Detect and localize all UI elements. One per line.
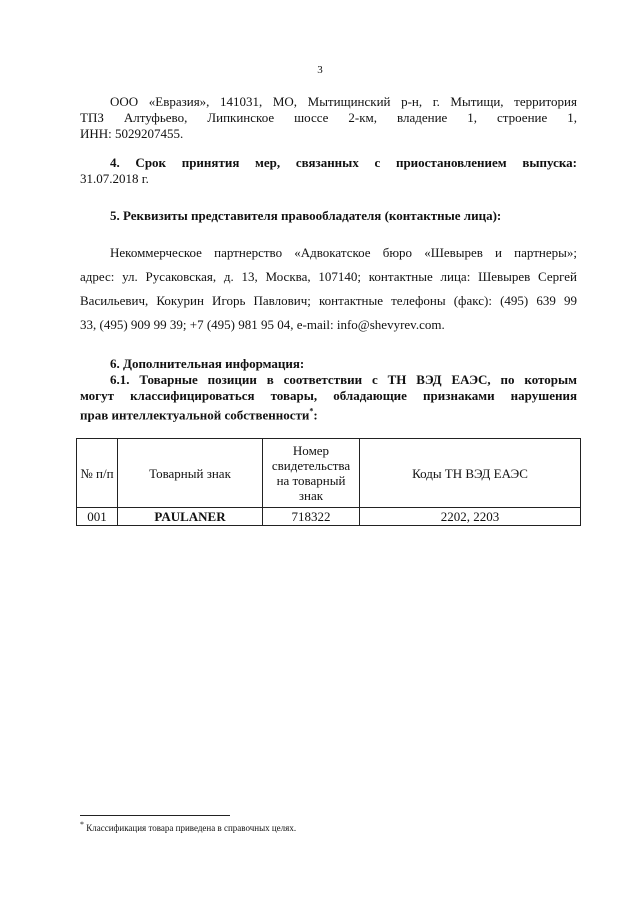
representative-details: [80, 241, 577, 337]
rep-line-1: Некоммерческое партнерство «Адвокатское бюро «Шевырев и партнеры»;: [110, 245, 577, 260]
cell-cert: 718322: [263, 508, 360, 526]
term-date: 31.07.2018 г.: [80, 171, 149, 186]
sub-line-1: 6.1. Товарные позиции в соответствии с ТН ВЭД ЕАЭС, по которым: [110, 372, 577, 387]
sub-footnote-mark: *: [309, 407, 314, 416]
header-num: № п/п: [77, 439, 118, 508]
rep-line-4: 33, (495) 909 99 39; +7 (495) 981 95 04, e-mail: info@shevyrev.com.: [80, 317, 445, 332]
sub-line-2: могут классифицироваться товары, обладающие признаками нарушения: [80, 388, 577, 403]
additional-heading: 6. Дополнительная информация:: [110, 356, 305, 371]
representative-heading: 5. Реквизиты представителя правообладателя (контактные лица):: [110, 208, 502, 223]
rep-line-3: Васильевич, Кокурин Игорь Павлович; контактные телефоны (факс): (495) 639 99: [80, 293, 577, 308]
cell-codes: 2202, 2203: [360, 508, 581, 526]
header-codes: Коды ТН ВЭД ЕАЭС: [360, 439, 581, 508]
sub-colon: :: [313, 407, 318, 423]
term-heading: 4. Срок принятия мер, связанных с приостановлением выпуска:: [110, 155, 577, 170]
page-number: 3: [317, 64, 323, 76]
sub-line-3: прав интеллектуальной собственности: [80, 407, 310, 423]
rep-line-2: адрес: ул. Русаковская, д. 13, Москва, 107140; контактные лица: Шевырев Сергей: [80, 269, 577, 284]
representative-heading-block: [80, 208, 577, 224]
footnote-divider: [80, 815, 230, 816]
organization-block: [80, 94, 577, 142]
footnote-mark: *: [80, 820, 84, 829]
header-cert: Номер свидетельства на товарный знак: [263, 439, 360, 508]
header-mark: Товарный знак: [118, 439, 263, 508]
goods-table: [76, 438, 581, 526]
additional-subsection: [80, 372, 577, 423]
footnote: [80, 820, 296, 833]
footnote-text: Классификация товара приведена в справочных целях.: [86, 823, 297, 833]
additional-heading-block: [80, 356, 577, 372]
table-header-row: [77, 439, 581, 508]
org-line-3: ИНН: 5029207455.: [80, 126, 184, 141]
org-line-1: ООО «Евразия», 141031, МО, Мытищинский р-н, г. Мытищи, территория: [110, 94, 577, 109]
table-row: [77, 508, 581, 526]
cell-mark: PAULANER: [118, 508, 263, 526]
cell-num: 001: [77, 508, 118, 526]
org-line-2: ТПЗ Алтуфьево, Липкинское шоссе 2-км, владение 1, строение 1,: [80, 110, 577, 125]
term-section: [80, 155, 577, 187]
